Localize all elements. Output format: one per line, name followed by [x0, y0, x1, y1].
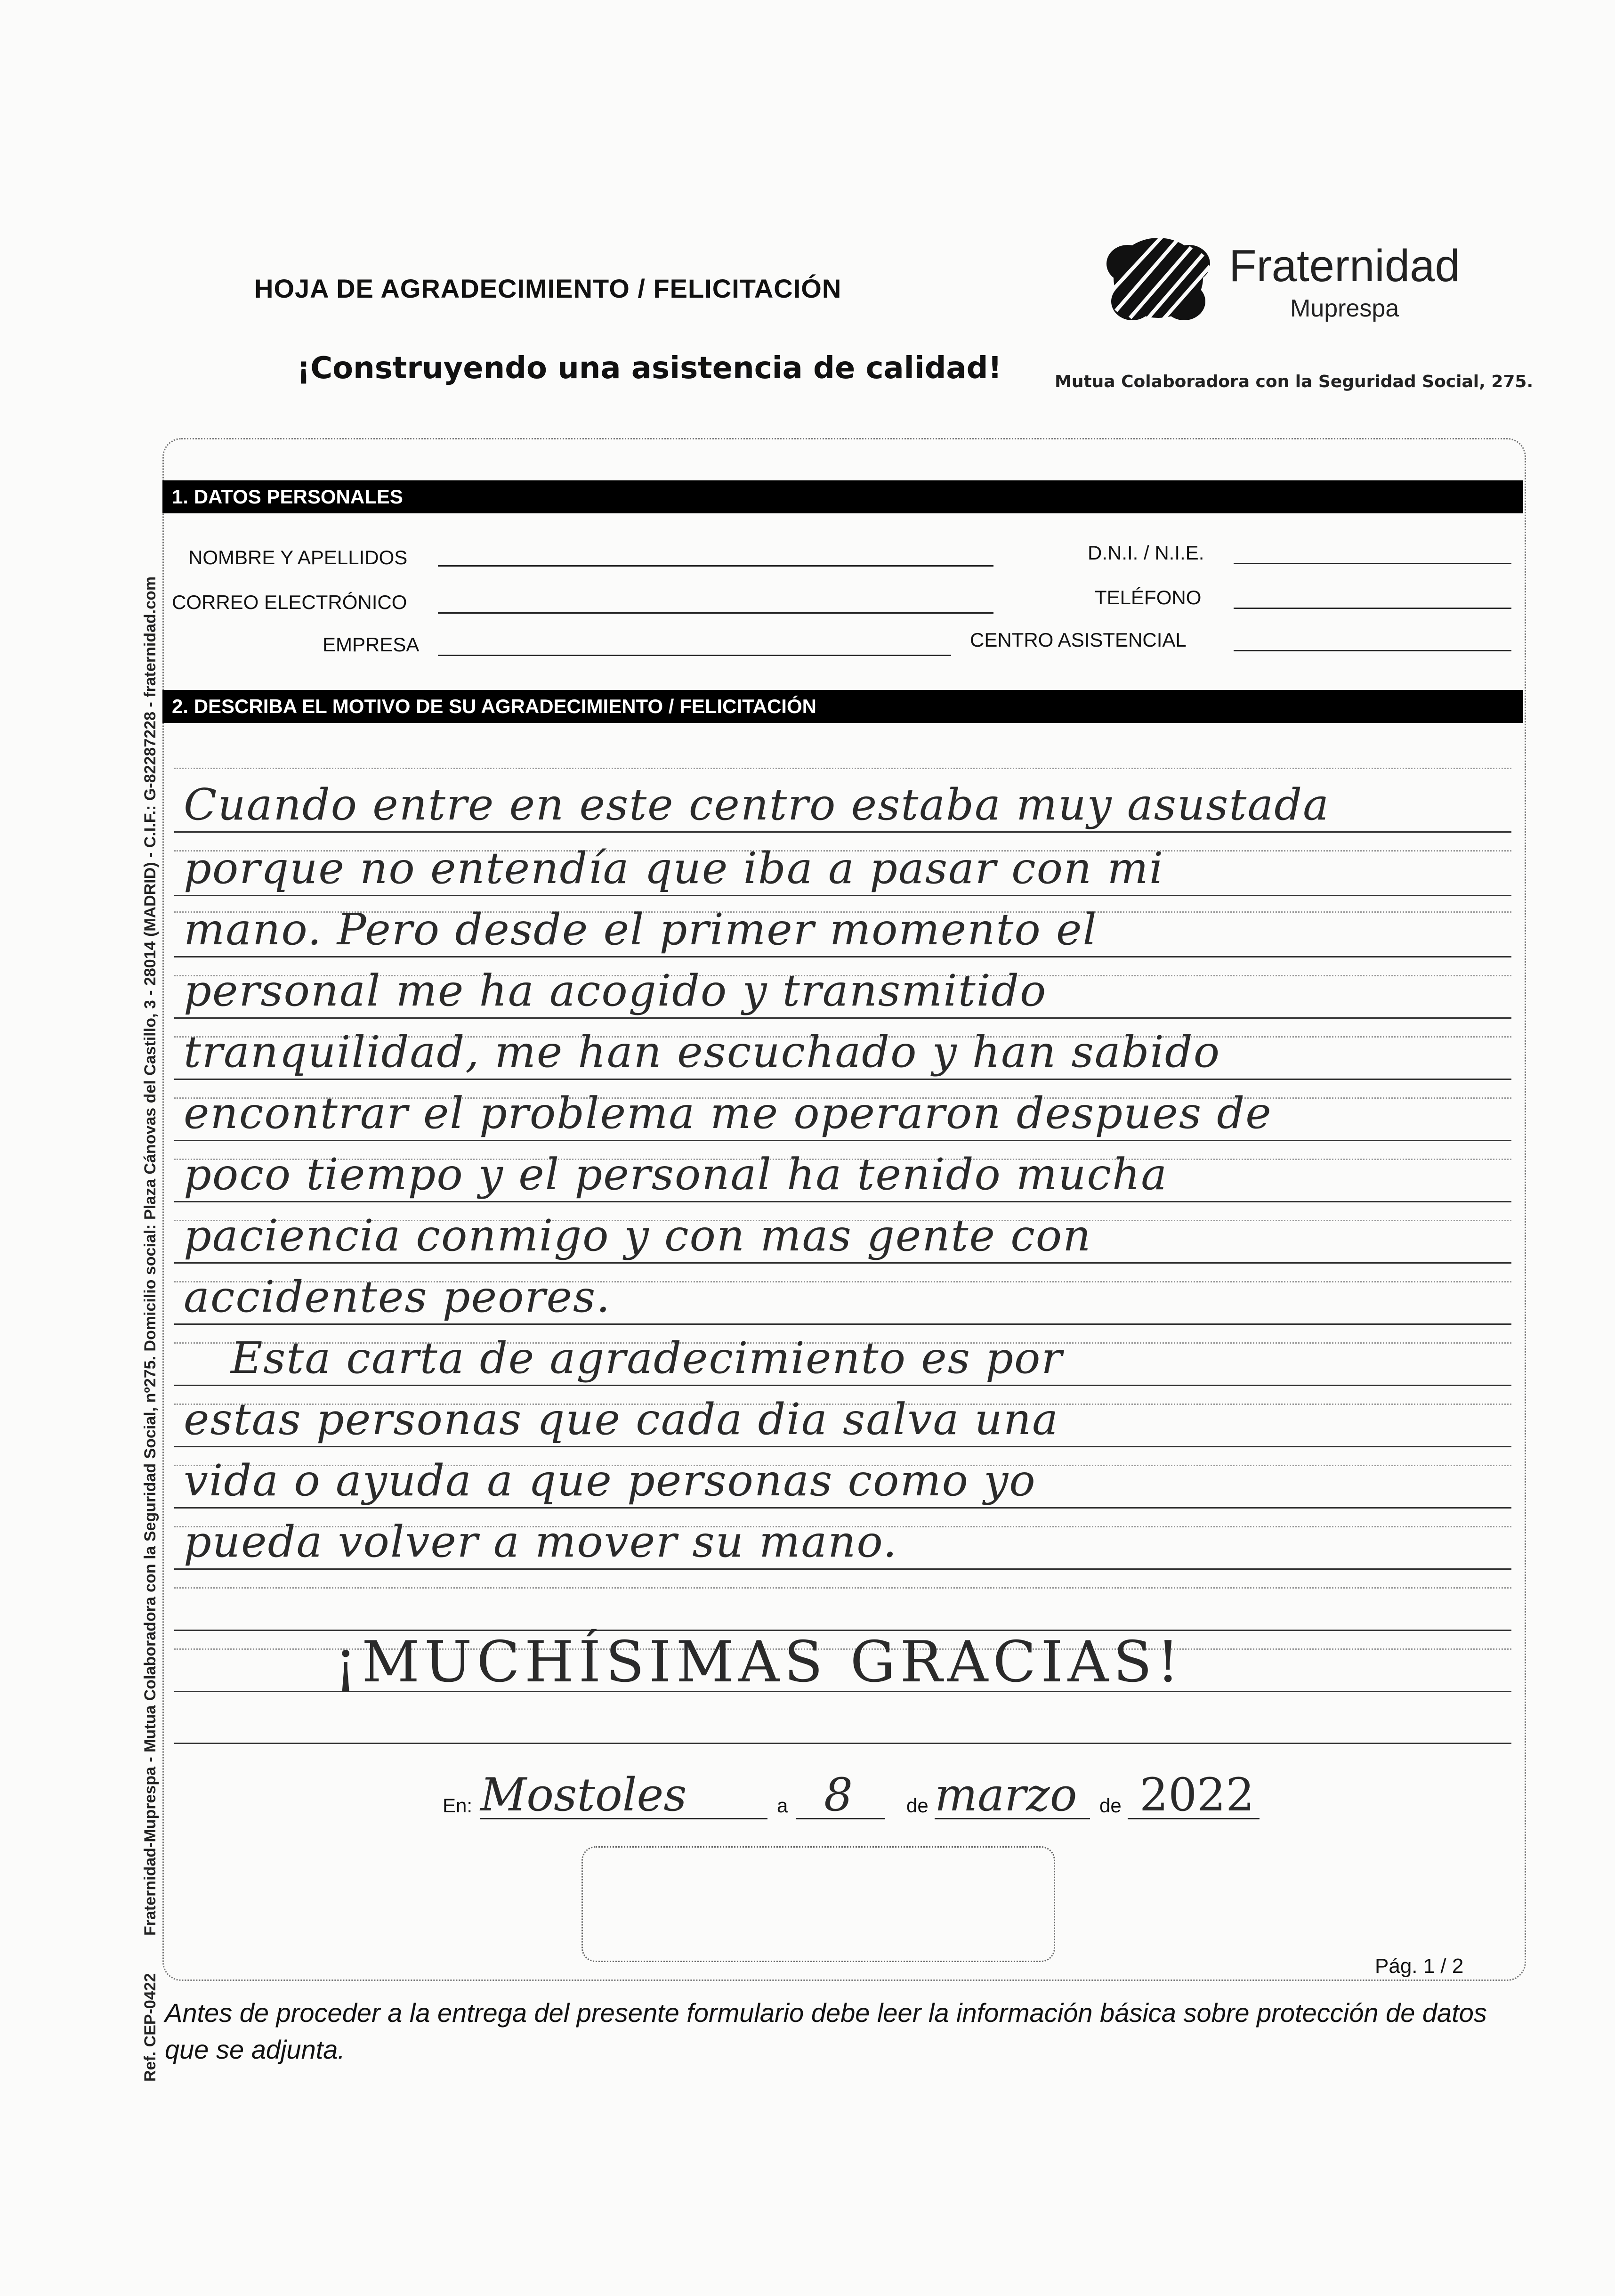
handwritten-line: mano. Pero desde el primer momento el [184, 904, 1098, 955]
handwritten-line: Esta carta de agradecimiento es por [231, 1333, 1063, 1383]
en-label: En: [443, 1794, 473, 1817]
section-2-header: 2. DESCRIBA EL MOTIVO DE SU AGRADECIMIENTO / FELICITACIÓN [162, 690, 1523, 723]
signature-box[interactable] [581, 1846, 1055, 1962]
day-value: 8 [824, 1769, 853, 1821]
phone-label: TELÉFONO [1095, 586, 1202, 608]
handwritten-line: estas personas que cada dia salva una [184, 1394, 1059, 1444]
handwritten-line: vida o ayuda a que personas como yo [184, 1455, 1036, 1506]
name-label: NOMBRE Y APELLIDOS [188, 546, 408, 568]
handwritten-line: poco tiempo y el personal ha tenido mucha [184, 1149, 1168, 1200]
form-title: HOJA DE AGRADECIMIENTO / FELICITACIÓN [254, 274, 842, 303]
mutua-line: Mutua Colaboradora con la Seguridad Social, 275. [1055, 372, 1534, 391]
dni-field[interactable] [1234, 563, 1511, 564]
year-value: 2022 [1139, 1769, 1255, 1821]
company-field[interactable] [438, 655, 951, 656]
section-1-header: 1. DATOS PERSONALES [162, 480, 1523, 513]
writing-area[interactable] [174, 768, 1511, 1757]
privacy-note: Antes de proceder a la entrega del presente formulario debe leer la información básica sobre protección de datos que se adjunta. [165, 1998, 1487, 2064]
handwritten-line: tranquilidad, me han escuchado y han sabido [184, 1027, 1221, 1077]
brand-name: Fraternidad [1229, 241, 1460, 291]
month-value: marzo [935, 1769, 1077, 1821]
email-field[interactable] [438, 612, 993, 614]
place-value: Mostoles [480, 1769, 687, 1821]
de-label-2: de [1099, 1794, 1122, 1817]
brand-sub: Muprespa [1290, 295, 1399, 322]
center-field[interactable] [1234, 650, 1511, 651]
handwritten-thanks: ¡MUCHÍSIMAS GRACIAS! [334, 1630, 1184, 1695]
dni-label: D.N.I. / N.I.E. [1088, 542, 1204, 564]
a-label: a [777, 1794, 788, 1817]
phone-field[interactable] [1234, 608, 1511, 609]
center-label: CENTRO ASISTENCIAL [970, 629, 1187, 651]
handwritten-line: porque no entendía que iba a pasar con mi [184, 843, 1164, 893]
handwritten-line: accidentes peores. [184, 1272, 611, 1322]
handwritten-line: encontrar el problema me operaron despues de [184, 1088, 1272, 1138]
handwritten-line: Cuando entre en este centro estaba muy asustada [184, 779, 1330, 830]
name-field[interactable] [438, 565, 993, 567]
handwritten-line: paciencia conmigo y con mas gente con [184, 1210, 1092, 1261]
de-label-1: de [906, 1794, 929, 1817]
company-label: EMPRESA [323, 633, 420, 656]
reference-code: Ref. CEP-0422 [141, 1973, 159, 2082]
email-label: CORREO ELECTRÓNICO [172, 591, 407, 613]
page-number: Pág. 1 / 2 [1375, 1955, 1464, 1978]
form-subtitle: ¡Construyendo una asistencia de calidad! [297, 351, 1002, 386]
handwritten-line: personal me ha acogido y transmitido [184, 965, 1047, 1016]
fraternidad-logo-icon [1097, 226, 1219, 330]
handwritten-line: pueda volver a mover su mano. [184, 1517, 898, 1567]
side-legal-text: Fraternidad-Muprespa - Mutua Colaboradora con la Seguridad Social, nº275. Domicilio social: Plaza Cánovas del Castillo, 3 - 28014 (MADRID) - C.I.F.: G-82287228 - fraternidad.com [141, 576, 159, 1936]
